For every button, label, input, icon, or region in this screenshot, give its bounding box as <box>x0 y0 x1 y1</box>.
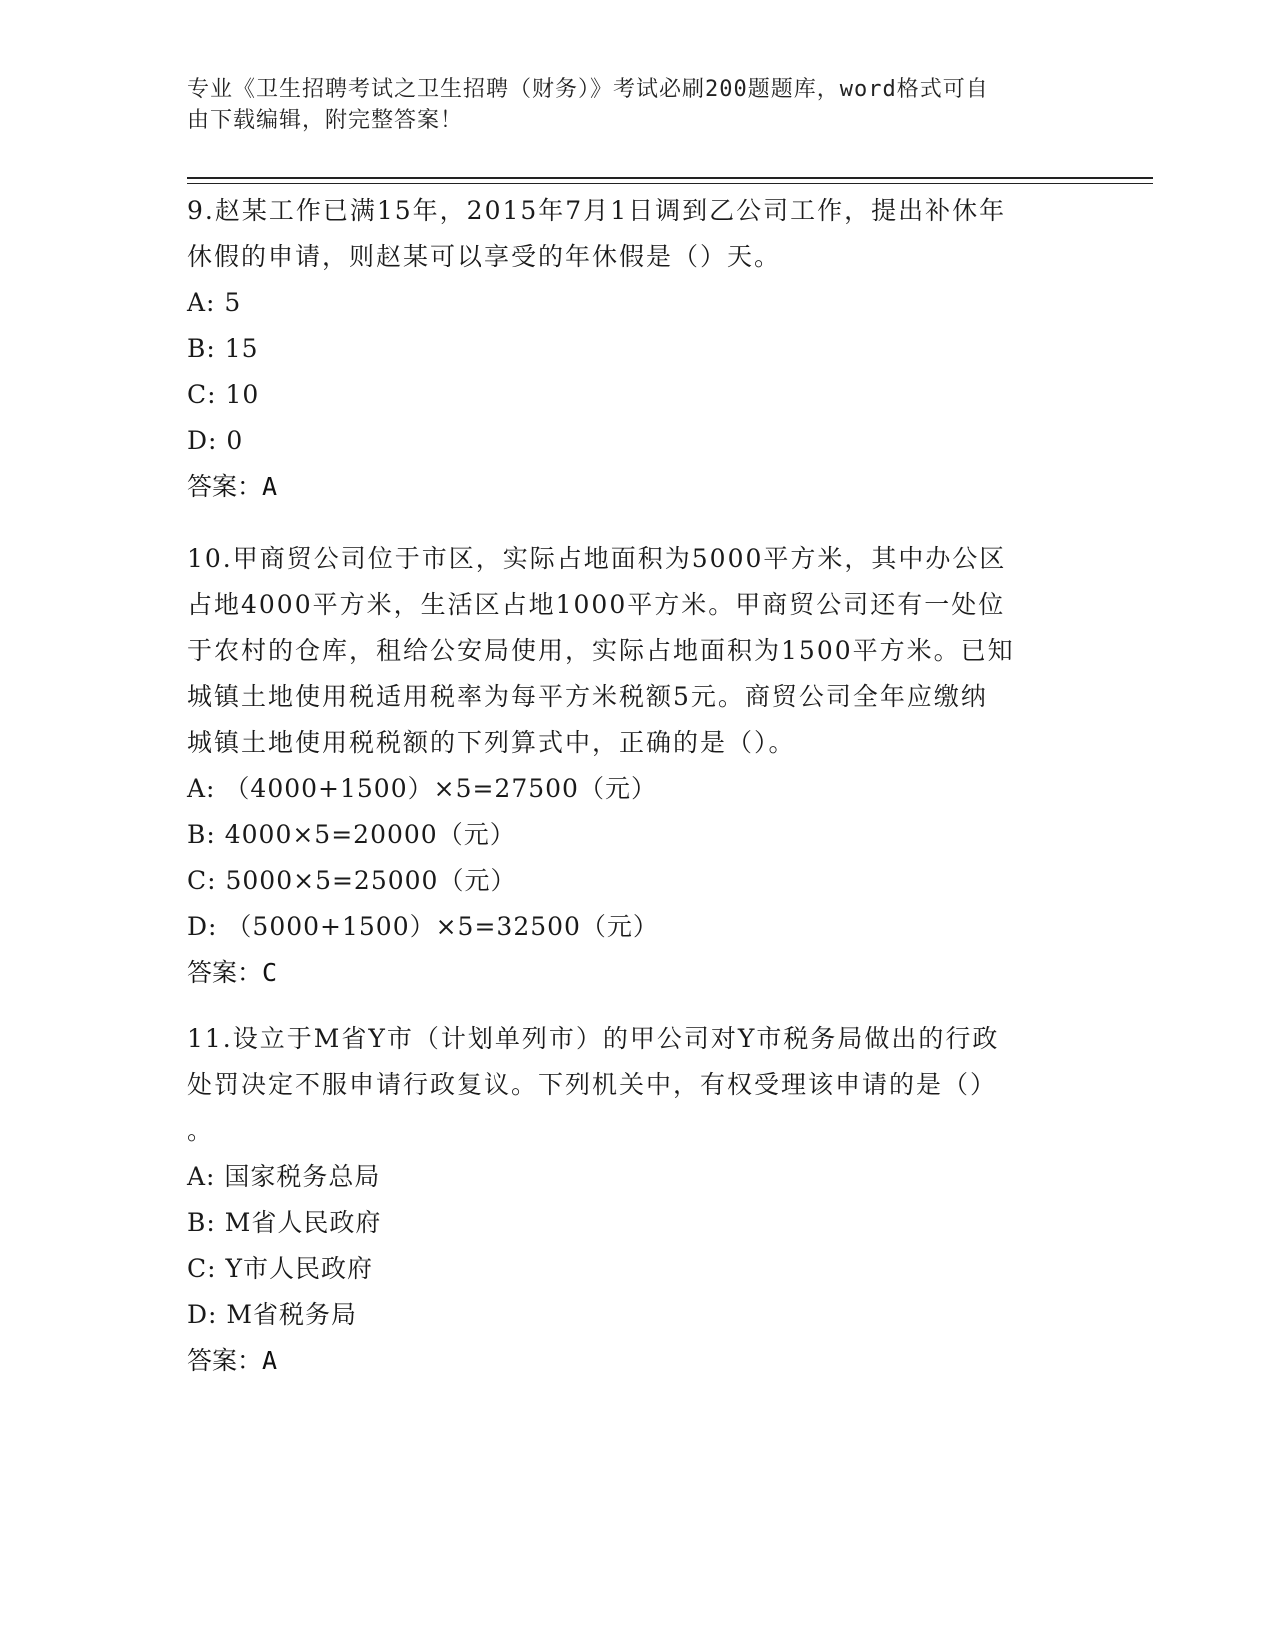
question-stem-line: 9.赵某工作已满15年，2015年7月1日调到乙公司工作，提出补休年 <box>187 196 1007 225</box>
option-d: D: （5000+1500）×5=32500（元） <box>187 912 659 941</box>
answer-line: 答案：C <box>187 958 278 987</box>
option-b: B: 15 <box>187 334 259 363</box>
option-d: D: 0 <box>187 426 244 455</box>
header-line-1: 专业《卫生招聘考试之卫生招聘（财务）》考试必刷200题题库，word格式可自 <box>187 77 989 102</box>
question-stem-line: 。 <box>187 1116 215 1145</box>
header-line-2: 由下载编辑，附完整答案！ <box>187 108 464 133</box>
option-d: D: M省税务局 <box>187 1300 358 1329</box>
document-header <box>187 74 1067 136</box>
question-10 <box>187 536 1087 996</box>
question-9 <box>187 188 1087 510</box>
question-stem-line: 占地4000平方米，生活区占地1000平方米。甲商贸公司还有一处位 <box>187 590 1006 619</box>
option-b: B: 4000×5=20000（元） <box>187 820 516 849</box>
question-stem-line: 城镇土地使用税税额的下列算式中，正确的是（）。 <box>187 728 796 757</box>
option-b: B: M省人民政府 <box>187 1208 382 1237</box>
question-stem-line: 休假的申请，则赵某可以享受的年休假是（）天。 <box>187 242 782 271</box>
header-divider-thin <box>187 183 1153 184</box>
header-divider-thick <box>187 177 1153 179</box>
question-11 <box>187 1016 1087 1384</box>
question-stem-line: 11.设立于M省Y市（计划单列市）的甲公司对Y市税务局做出的行政 <box>187 1024 1000 1053</box>
option-a: A: 国家税务总局 <box>187 1162 381 1191</box>
question-stem-line: 处罚决定不服申请行政复议。下列机关中，有权受理该申请的是（） <box>187 1070 998 1099</box>
question-stem-line: 10.甲商贸公司位于市区，实际占地面积为5000平方米，其中办公区 <box>187 544 1007 573</box>
option-c: C: Y市人民政府 <box>187 1254 374 1283</box>
answer-line: 答案：A <box>187 1346 278 1375</box>
question-stem-line: 城镇土地使用税适用税率为每平方米税额5元。商贸公司全年应缴纳 <box>187 682 988 711</box>
question-stem-line: 于农村的仓库，租给公安局使用，实际占地面积为1500平方米。已知 <box>187 636 1015 665</box>
option-a: A: （4000+1500）×5=27500（元） <box>187 774 657 803</box>
option-a: A: 5 <box>187 288 242 317</box>
option-c: C: 5000×5=25000（元） <box>187 866 517 895</box>
option-c: C: 10 <box>187 380 260 409</box>
answer-line: 答案：A <box>187 472 278 501</box>
